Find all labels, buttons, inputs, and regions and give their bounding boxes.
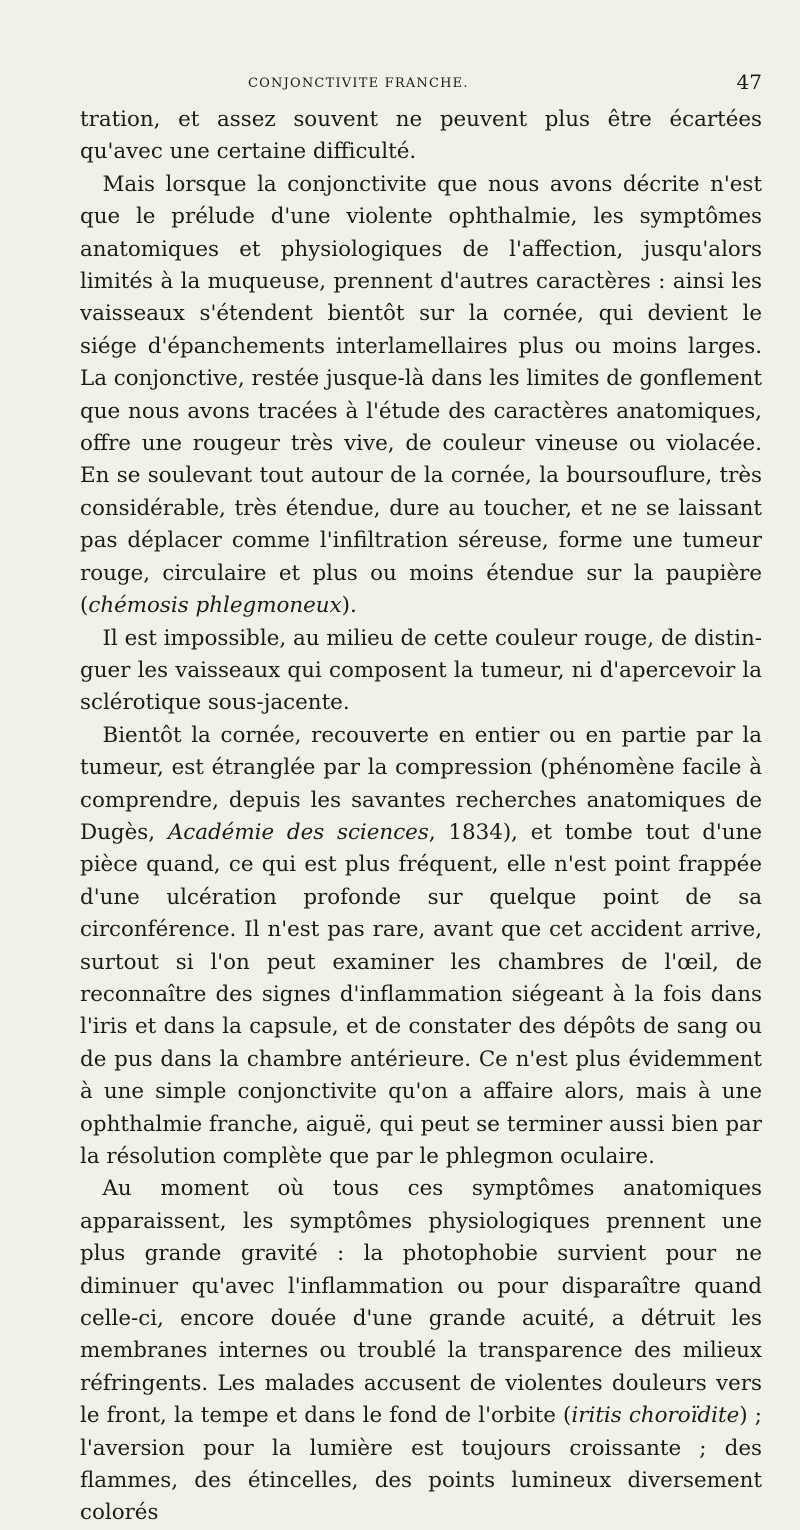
italic-text: chémosis phlegmoneux <box>88 593 342 619</box>
text-segment: , 1834), et tombe tout d'une pièce quand, ce qui est plus fréquent, elle n'est point frappée d'une ulcération profonde sur quelque point de sa circonférence. Il n'est pas rare, avant que cet accident arrive, surtout si l'on peut examiner les chambres de l'œil, de reconnaître des signes d'inflammation siégeant à la fois dans l'iris et dans la capsule, et de constater des dépôts de sang ou de pus dans la chambre antérieure. Ce n'est plus évidemment à une simple conjonctivite qu'on a affaire alors, mais à une ophthalmie franche, aiguë, qui peut se terminer aussi bien par la résolution complète que par le phlegmon oculaire. <box>80 819 762 1169</box>
italic-text: Académie des sciences <box>167 819 429 845</box>
body-text <box>80 104 762 1530</box>
page-number: 47 <box>736 70 762 94</box>
text-segment: Mais lorsque la conjonctivite que nous avons décrite n'est que le prélude d'une violente ophthalmie, les symptômes anatomiques et physiologiques de l'affection, jusqu'alors limités à la muqueuse, prennent d'autres caractères : ainsi les vaisseaux s'étendent bientôt sur la cornée, qui devient le siége d'épanchements interlamellaires plus ou moins larges. La conjonctive, restée jusque-là dans les limites de gonflement que nous avons tracées à l'étude des caractères anatomiques, offre une rougeur très vive, de couleur vineuse ou violacée. En se soulevant tout autour de la cornée, la boursouflure, très considérable, très étendue, dure au toucher, et ne se laissant pas déplacer comme l'infiltration séreuse, forme une tumeur rouge, circulaire et plus ou moins étendue sur la paupière ( <box>80 171 763 619</box>
paragraph <box>80 169 762 623</box>
paragraph <box>80 623 762 720</box>
text-segment: tration, et assez souvent ne peuvent plus être écartées qu'avec une certaine difficulté. <box>80 107 762 165</box>
paragraph <box>80 1173 762 1529</box>
paragraph <box>80 720 762 1174</box>
text-segment: Au moment où tous ces symptômes anatomiques apparaissent, les symptômes physiologiques prennent une plus grande gravité : la photophobie survient pour ne diminuer qu'avec l'inflammation ou pour disparaître quand celle-ci, encore douée d'une grande acuité, a détruit les membranes internes ou troublé la transparence des milieux réfringents. Les malades accusent de violentes douleurs vers le front, la tempe et dans le fond de l'orbite ( <box>80 1176 762 1429</box>
text-segment: Il est impossible, au milieu de cette couleur rouge, de distinguer les vaisseaux qui composent la tumeur, ni d'apercevoir la sclérotique sous-jacente. <box>80 625 762 716</box>
paragraph <box>80 104 762 169</box>
running-head <box>80 70 762 96</box>
text-segment: ) ; l'aversion pour la lumière est toujours croissante ; des flammes, des étincelles, des points lumineux diversement colorés <box>80 1403 763 1526</box>
italic-text: iritis choroïdite <box>571 1403 740 1429</box>
running-head-title: CONJONCTIVITE FRANCHE. <box>248 76 469 91</box>
text-segment: Bientôt la cornée, recouverte en entier ou en partie par la tumeur, est étranglée par la compression (phénomène facile à comprendre, depuis les savantes recherches anatomiques de Dugès, <box>80 722 762 845</box>
text-segment: ). <box>341 593 357 619</box>
